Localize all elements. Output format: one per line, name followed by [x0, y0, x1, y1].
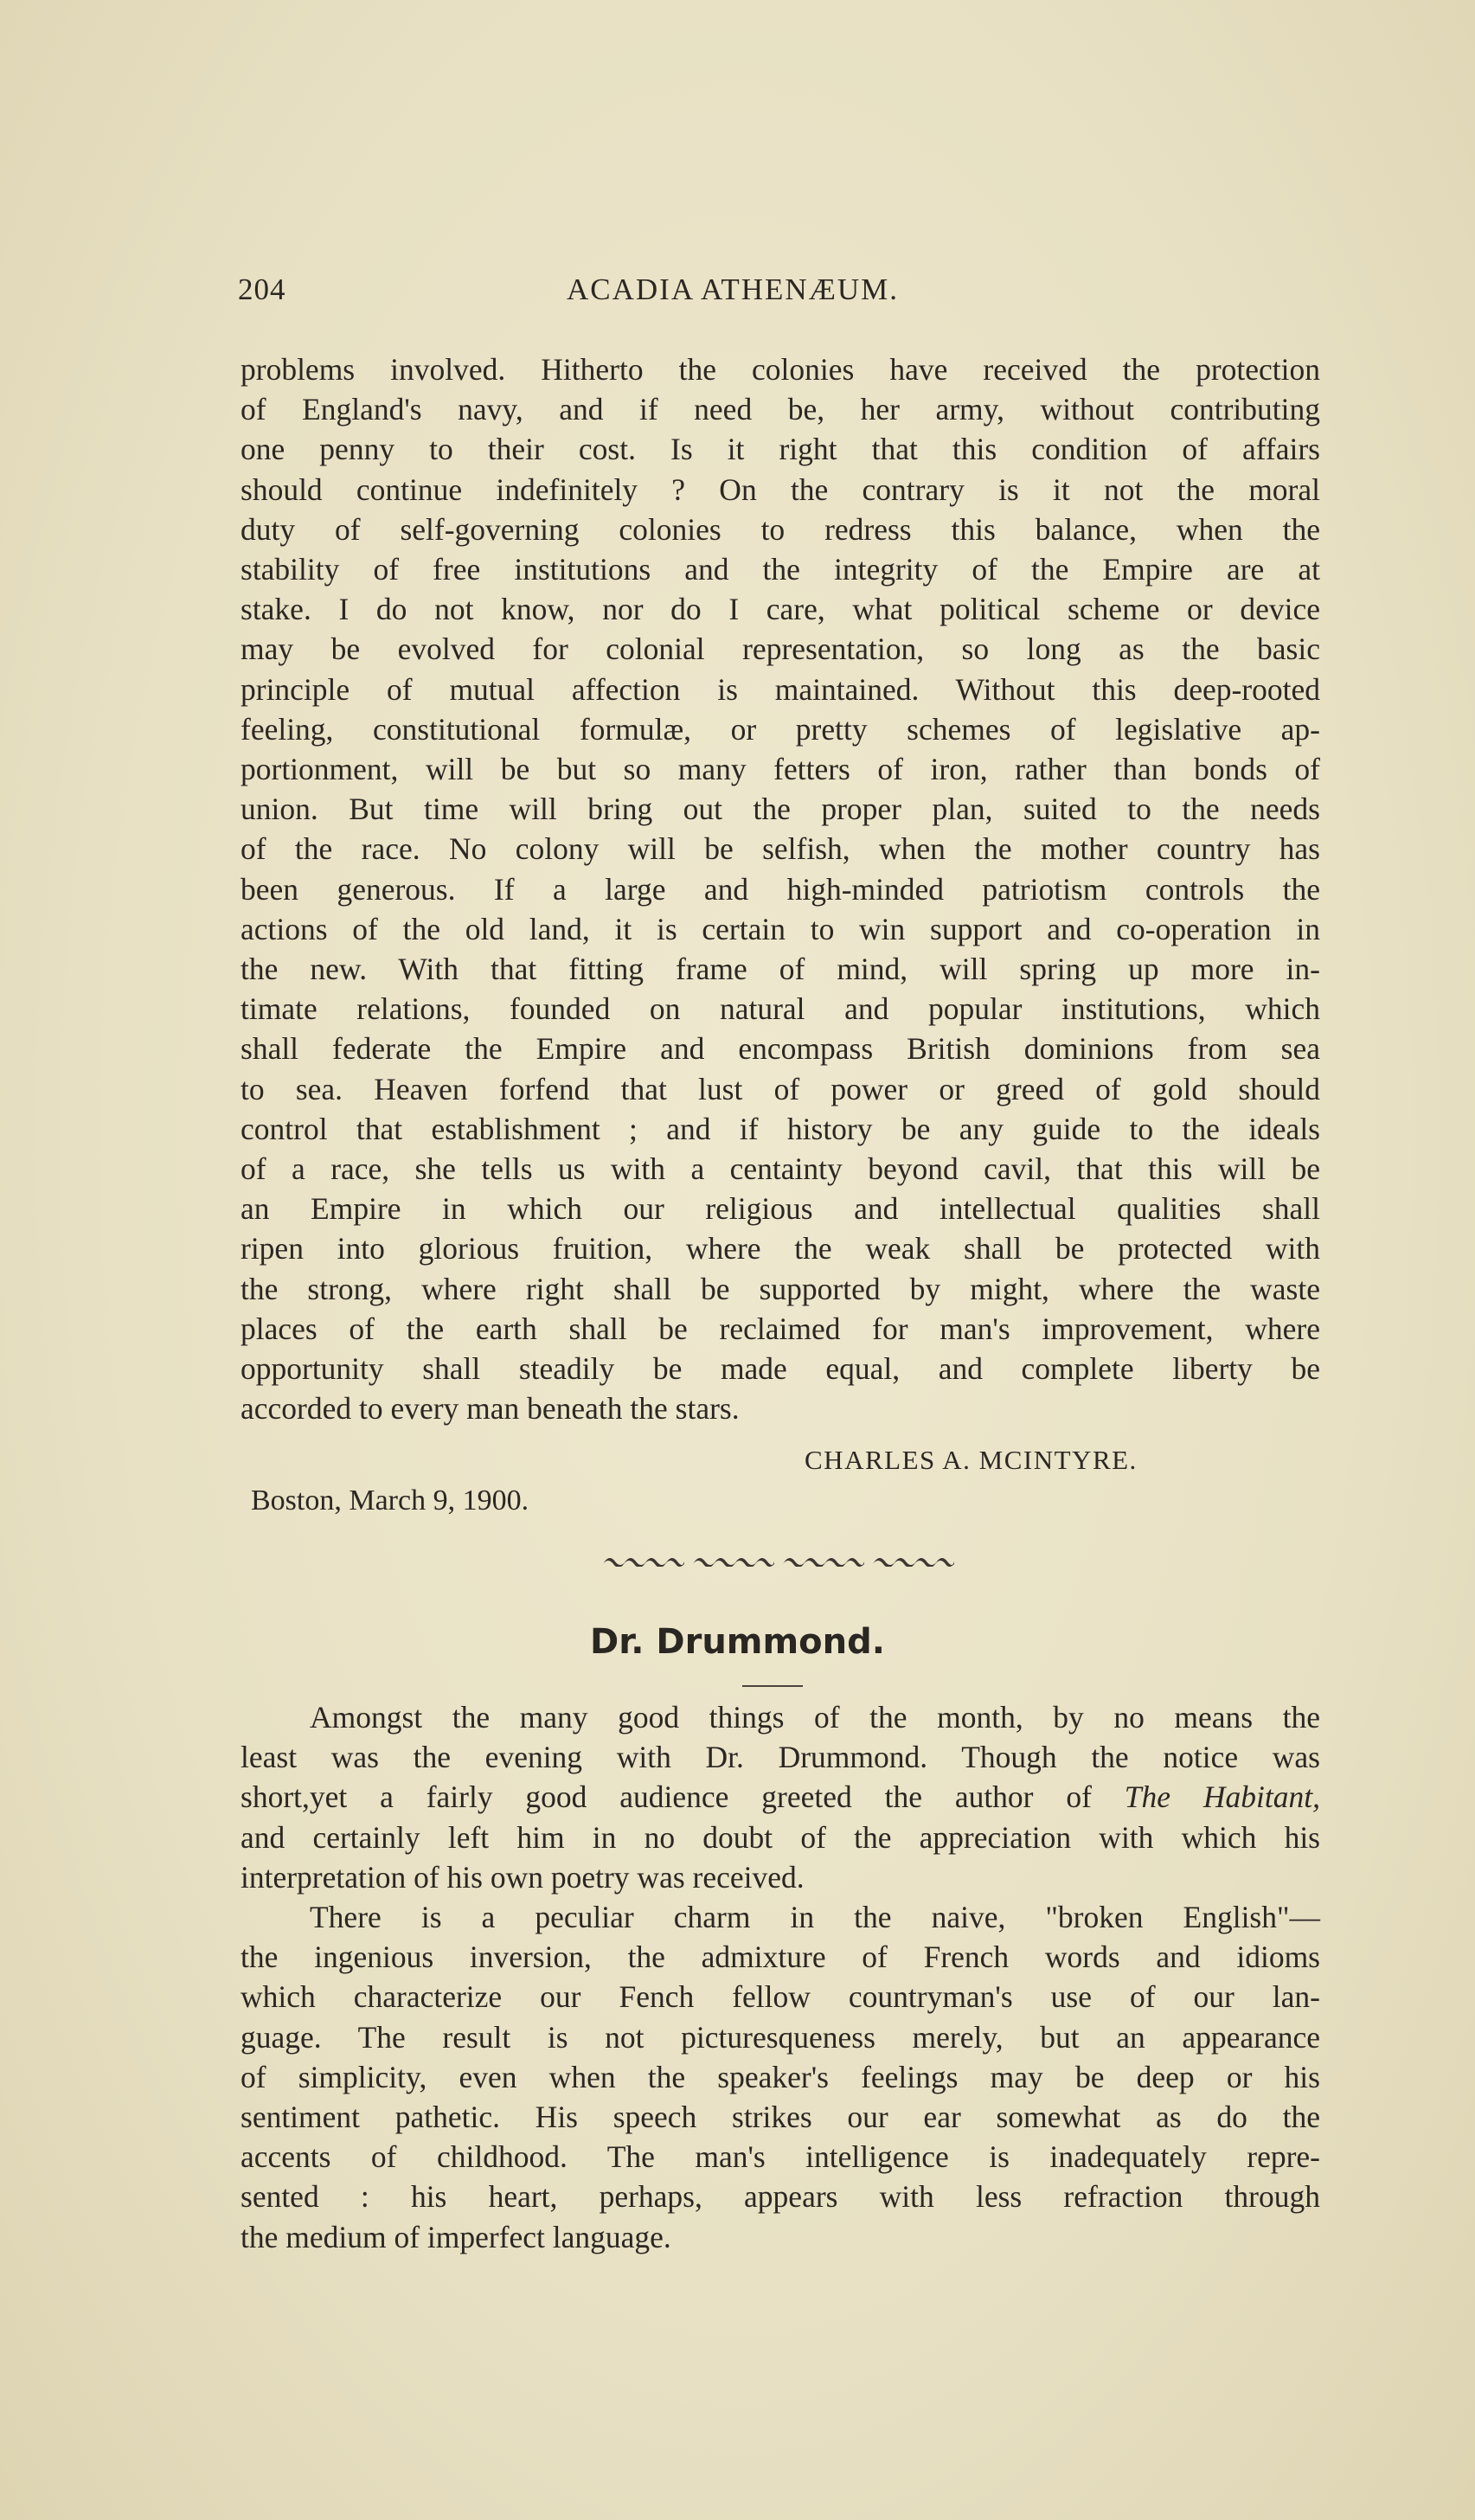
- text-line: accents of childhood. The man's intelligence is inadequately repre-: [240, 2139, 1320, 2175]
- text-line: one penny to their cost. Is it right that this condition of affairs: [240, 432, 1320, 467]
- text-line: guage. The result is not picturesqueness merely, but an appearance: [240, 2019, 1320, 2055]
- text-line: accorded to every man beneath the stars.: [240, 1391, 740, 1427]
- ornament-divider: [601, 1553, 965, 1567]
- text-line: the new. With that fitting frame of mind, will spring up more in-: [240, 952, 1320, 987]
- text-line: portionment, will be but so many fetters of iron, rather than bonds of: [240, 752, 1320, 787]
- text-line: shall federate the Empire and encompass British dominions from sea: [240, 1031, 1320, 1067]
- author-signature: CHARLES A. MCINTYRE.: [805, 1445, 1138, 1475]
- text-line: of simplicity, even when the speaker's feelings may be deep or his: [240, 2059, 1320, 2094]
- text-line: sentiment pathetic. His speech strikes our ear somewhat as do the: [240, 2100, 1320, 2135]
- text-line: control that establishment ; and if history be any guide to the ideals: [240, 1111, 1320, 1146]
- text-line: duty of self-governing colonies to redress this balance, when the: [240, 511, 1320, 547]
- text-line: union. But time will bring out the proper plan, suited to the needs: [240, 792, 1320, 827]
- text-line: stake. I do not know, nor do I care, what political scheme or device: [240, 592, 1320, 627]
- text-line: the medium of imperfect language.: [240, 2219, 671, 2254]
- text-line: principle of mutual affection is maintained. Without this deep-rooted: [240, 671, 1320, 707]
- text-line: actions of the old land, it is certain to win support and co-operation in: [240, 911, 1320, 946]
- article-title: Dr. Drummond.: [590, 1622, 885, 1662]
- text-line: stability of free institutions and the integrity of the Empire are at: [240, 552, 1320, 587]
- article-body-2: [240, 1697, 1320, 2257]
- page-header: [238, 273, 1319, 316]
- text-line: sented : his heart, perhaps, appears with less refraction through: [240, 2179, 1320, 2215]
- book-title: The Habitant,: [1124, 1779, 1321, 1815]
- text-line: the strong, where right shall be supported by might, where the waste: [240, 1271, 1320, 1306]
- text-line: of the race. No colony will be selfish, when the mother country has: [240, 831, 1320, 867]
- text-line: problems involved. Hitherto the colonies have received the protection: [240, 352, 1320, 387]
- text-line: timate relations, founded on natural and popular institutions, which: [240, 991, 1320, 1027]
- title-rule: [742, 1685, 803, 1687]
- text-line: interpretation of his own poetry was received.: [240, 1859, 805, 1895]
- page-number: 204: [238, 273, 286, 306]
- text-line: to sea. Heaven forfend that lust of power or greed of gold should: [240, 1071, 1320, 1106]
- text-line: which characterize our Fench fellow countryman's use of our lan-: [240, 1979, 1320, 2015]
- text-line: opportunity shall steadily be made equal, and complete liberty be: [240, 1351, 1320, 1387]
- text-line: an Empire in which our religious and intellectual qualities shall: [240, 1191, 1320, 1227]
- text-line: least was the evening with Dr. Drummond. Though the notice was: [240, 1740, 1320, 1775]
- text-line: Amongst the many good things of the month, by no means the: [310, 1700, 1320, 1735]
- text-line: places of the earth shall be reclaimed for man's improvement, where: [240, 1311, 1320, 1346]
- text-line: the ingenious inversion, the admixture of French words and idioms: [240, 1940, 1320, 1975]
- text-line: and certainly left him in no doubt of the appreciation with which his: [240, 1819, 1320, 1855]
- text-line: [240, 1777, 1320, 1817]
- text-line: should continue indefinitely ? On the contrary is it not the moral: [240, 471, 1320, 507]
- text-line: feeling, constitutional formulæ, or pretty schemes of legislative ap-: [240, 711, 1320, 747]
- text-line: of a race, she tells us with a centainty beyond cavil, that this will be: [240, 1151, 1320, 1187]
- running-title: ACADIA ATHENÆUM.: [567, 273, 899, 306]
- article-body: [240, 349, 1320, 1428]
- text-line: been generous. If a large and high-minded patriotism controls the: [240, 871, 1320, 907]
- place-date: Boston, March 9, 1900.: [251, 1484, 529, 1516]
- text-line: There is a peculiar charm in the naive, "broken English"—: [310, 1900, 1320, 1935]
- text-line: may be evolved for colonial representation, so long as the basic: [240, 632, 1320, 667]
- text-line: ripen into glorious fruition, where the weak shall be protected with: [240, 1231, 1320, 1266]
- text-fragment: short,yet a fairly good audience greeted the author of: [240, 1779, 1092, 1815]
- text-line: of England's navy, and if need be, her army, without contributing: [240, 392, 1320, 427]
